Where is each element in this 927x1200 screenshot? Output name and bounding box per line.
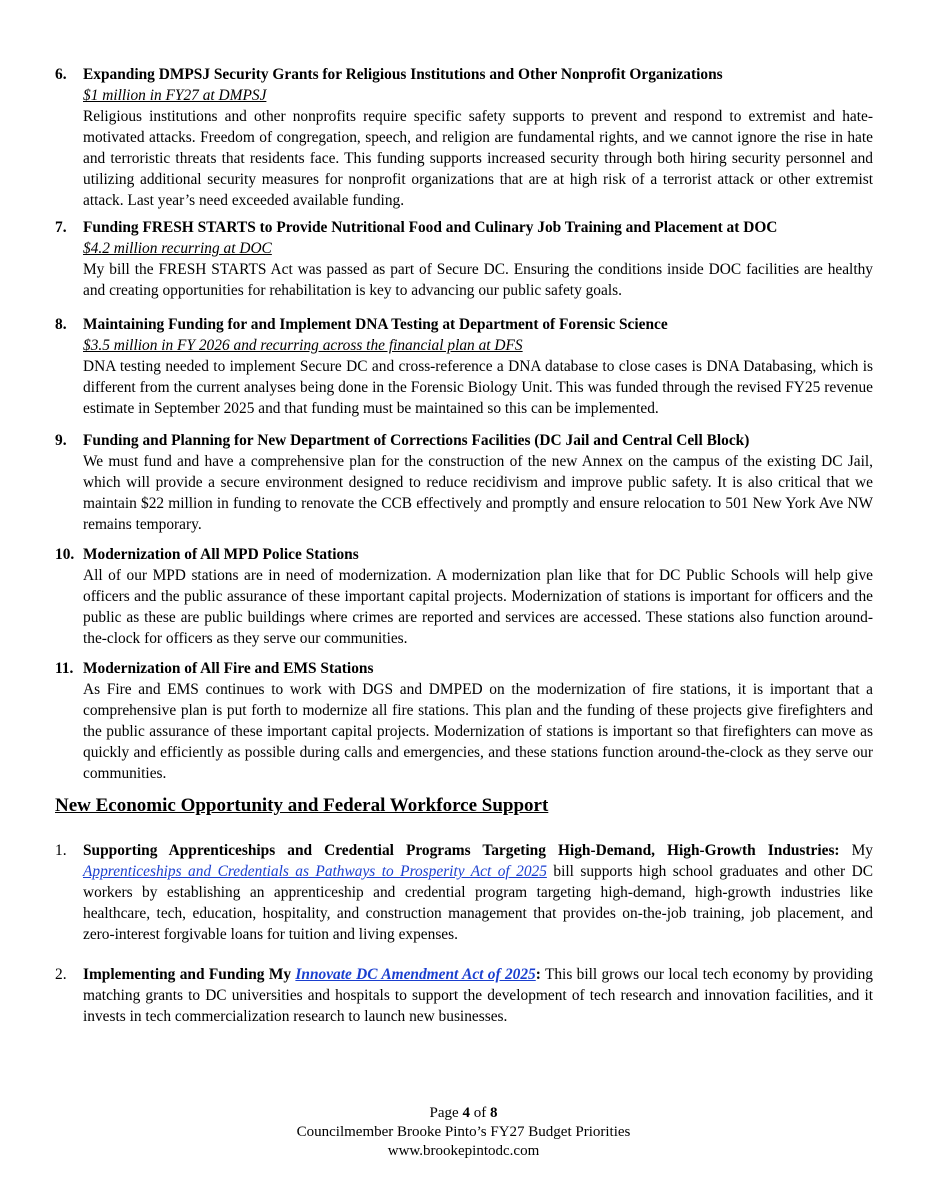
page-of: of bbox=[469, 1105, 490, 1121]
body-prefix: My bbox=[851, 842, 873, 859]
item-body: My bill the FRESH STARTS Act was passed as part of Secure DC. Ensuring the conditions inside DOC facilities are healthy and creating opportunities for rehabilitation is key to advancing our public safety goals. bbox=[83, 261, 873, 299]
funding-line: $4.2 million recurring at DOC bbox=[83, 240, 272, 257]
item-heading: Funding FRESH STARTS to Provide Nutritional Food and Culinary Job Training and Placement at DOC bbox=[83, 219, 778, 236]
section-list-item-2 bbox=[55, 964, 873, 1027]
list-item-10 bbox=[55, 544, 873, 649]
item-body: We must fund and have a comprehensive plan for the construction of the new Annex on the campus of the existing DC Jail, which will provide a secure environment designed to reduce recidivism and improve public safety. It is also critical that we maintain $22 million in funding to renovate the CCB effectively and promptly and ensure relocation to 501 New York Ave NW remains temporary. bbox=[83, 453, 873, 533]
footer-url: www.brookepintodc.com bbox=[387, 1143, 540, 1159]
page-total: 8 bbox=[489, 1105, 498, 1121]
page-footer bbox=[0, 1104, 927, 1161]
item-heading: Modernization of All MPD Police Stations bbox=[83, 546, 359, 563]
item-body: Religious institutions and other nonprofits require specific safety supports to prevent and respond to extremist and hate-motivated attacks. Freedom of congregation, speech, and religion are fundamental rights, and we cannot ignore the rise in hate and terroristic threats that residents face. This funding supports increased security through both hiring security personnel and utilizing additional security measures for nonprofit organizations that are at high risk of a terrorist attack or other extremist attack. Last year’s need exceeded available funding. bbox=[83, 108, 873, 209]
list-item-7 bbox=[55, 217, 873, 301]
item-body: As Fire and EMS continues to work with DGS and DMPED on the modernization of fire stations, it is important that a comprehensive plan is put forth to modernize all fire stations. This plan and the funding of these projects give firefighters and the public assurance of these important capital projects. Modernization of stations is important so that firefighters can move as quickly and efficiently as possible during calls and emergencies, and these stations function around-the-clock as they serve our communities. bbox=[83, 681, 873, 782]
item-body: bill supports high school graduates and other DC workers by establishing an apprenticeship and credential program targeting high-demand, high-growth industries like healthcare, tech, education, hospitality, and construction management that provides on-the-job training, job placement, and zero-interest forgivable loans for tuition and living expenses. bbox=[83, 863, 873, 943]
item-number: 10. bbox=[55, 546, 75, 563]
list-item-9 bbox=[55, 430, 873, 535]
page-number bbox=[0, 1104, 927, 1123]
item-number: 1. bbox=[55, 842, 67, 859]
item-number: 2. bbox=[55, 966, 67, 983]
item-heading: Funding and Planning for New Department of Corrections Facilities (DC Jail and Central Cell Block) bbox=[83, 432, 750, 449]
item-body: This bill grows our local tech economy by providing matching grants to DC universities and hospitals to support the development of tech research and innovation facilities, and it invests in tech commercialization research to launch new businesses. bbox=[83, 966, 873, 1025]
item-body: All of our MPD stations are in need of modernization. A modernization plan like that for DC Public Schools will help give officers and the public assurance of these important capital projects. Modernization of stations is important for officers and the public as these are public buildings where crimes are reported and services are accessed. These stations also function around-the-clock for officers as they serve our communities. bbox=[83, 567, 873, 647]
apprenticeships-act-link[interactable]: Apprenticeships and Credentials as Pathways to Prosperity Act of 2025 bbox=[83, 863, 547, 880]
funding-line: $1 million in FY27 at DMPSJ bbox=[83, 87, 267, 104]
funding-line: $3.5 million in FY 2026 and recurring across the financial plan at DFS bbox=[83, 337, 523, 354]
section-title: New Economic Opportunity and Federal Workforce Support bbox=[55, 795, 549, 816]
item-number: 11. bbox=[55, 660, 74, 677]
item-body: DNA testing needed to implement Secure DC and cross-reference a DNA database to close cases is DNA Databasing, which is different from the current analyses being done in the Forensic Biology Unit. This was funded through the revised FY25 revenue estimate in September 2025 and that funding must be maintained so this can be implemented. bbox=[83, 358, 873, 417]
item-number: 7. bbox=[55, 219, 67, 236]
page-current: 4 bbox=[462, 1105, 470, 1121]
section-list-item-1 bbox=[55, 840, 873, 945]
item-heading: Implementing and Funding My bbox=[83, 966, 296, 983]
item-heading: Modernization of All Fire and EMS Stations bbox=[83, 660, 374, 677]
footer-title: Councilmember Brooke Pinto’s FY27 Budget Priorities bbox=[296, 1124, 631, 1140]
list-item-8 bbox=[55, 314, 873, 419]
innovate-dc-act-link[interactable]: Innovate DC Amendment Act of 2025 bbox=[295, 966, 536, 983]
item-number: 9. bbox=[55, 432, 67, 449]
item-heading: Expanding DMPSJ Security Grants for Religious Institutions and Other Nonprofit Organizations bbox=[83, 66, 723, 83]
item-heading: Supporting Apprenticeships and Credential Programs Targeting High-Demand, High-Growth Industries: bbox=[83, 842, 840, 859]
item-heading: Maintaining Funding for and Implement DNA Testing at Department of Forensic Science bbox=[83, 316, 668, 333]
page-label: Page bbox=[429, 1105, 463, 1121]
item-number: 6. bbox=[55, 66, 67, 83]
list-item-11 bbox=[55, 658, 873, 784]
item-number: 8. bbox=[55, 316, 67, 333]
heading-colon: : bbox=[535, 966, 541, 983]
list-item-6 bbox=[55, 64, 873, 211]
